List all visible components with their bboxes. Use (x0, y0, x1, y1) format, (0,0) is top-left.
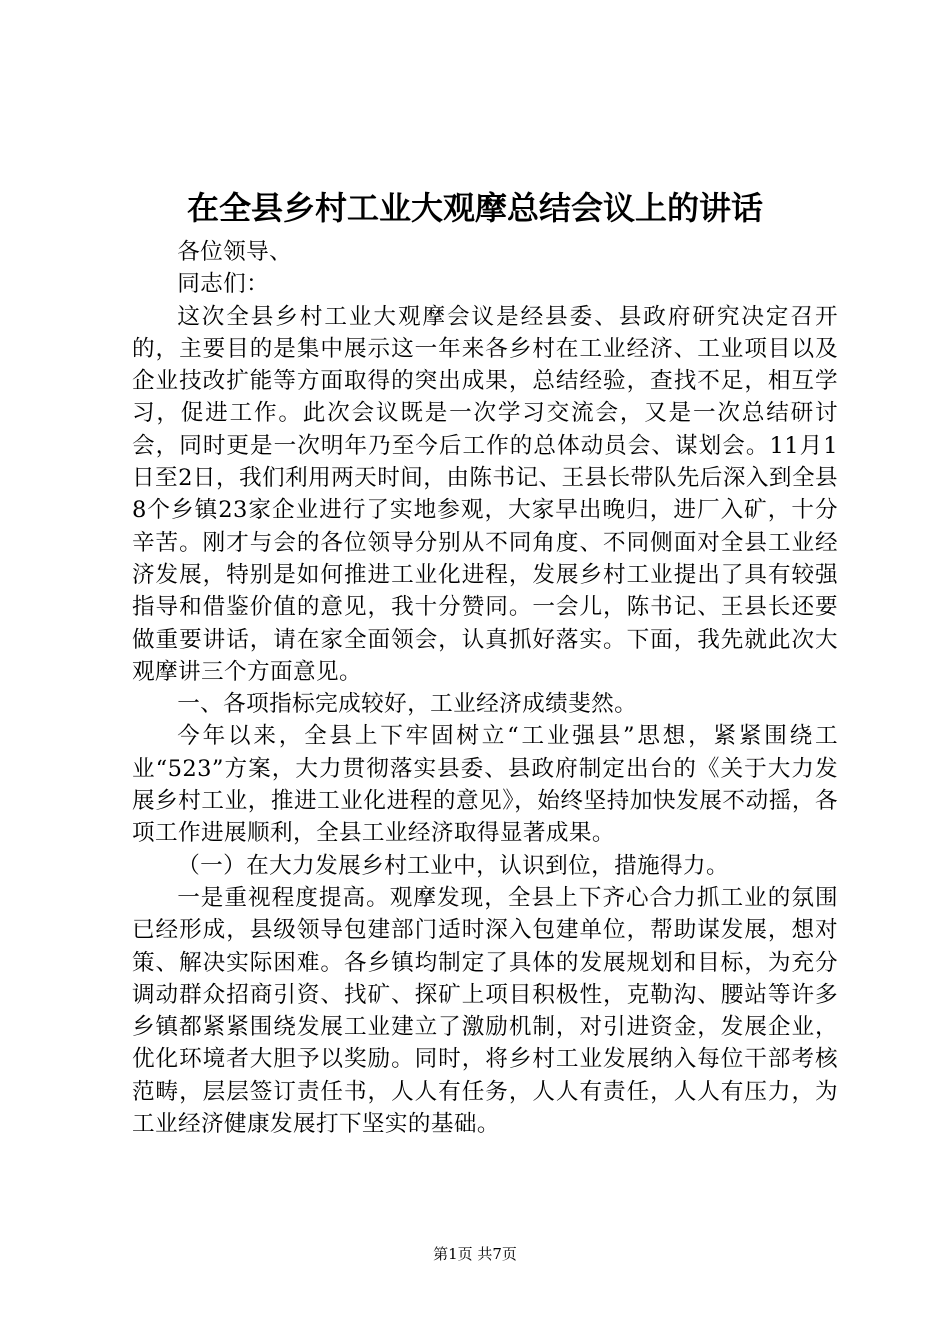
body-paragraph: 今年以来，全县上下牢固树立“工业强县”思想，紧紧围绕工业“523”方案，大力贯彻落实县委、县政府制定出台的《关于大力发展乡村工业，推进工业化进程的意见》，始终坚持加快发展不动摇，各项工作进展顺利，全县工业经济取得显著成果。 (132, 723, 838, 847)
subsection-heading: （一）在大力发展乡村工业中，认识到位，措施得力。 (177, 852, 730, 879)
salutation-line: 各位领导、 (177, 239, 293, 265)
document-body (132, 236, 838, 1140)
salutation-line: 同志们： (177, 271, 270, 298)
body-paragraph: 一是重视程度提高。观摩发现，全县上下齐心合力抓工业的氛围已经形成，县级领导包建部门适时深入包建单位，帮助谋发展，想对策、解决实际困难。各乡镇均制定了具体的发展规划和目标，为充分调动群众招商引资、找矿、探矿上项目积极性，克勒沟、腰站等许多乡镇都紧紧围绕发展工业建立了激励机制，对引进资金，发展企业，优化环境者大胆予以奖励。同时，将乡村工业发展纳入每位干部考核范畴，层层签订责任书，人人有任务，人人有责任，人人有压力，为工业经济健康发展打下坚实的基础。 (132, 884, 838, 1138)
body-paragraph: 这次全县乡村工业大观摩会议是经县委、县政府研究决定召开的，主要目的是集中展示这一年来各乡村在工业经济、工业项目以及企业技改扩能等方面取得的突出成果，总结经验，查找不足，相互学习，促进工作。此次会议既是一次学习交流会，又是一次总结研讨会，同时更是一次明年乃至今后工作的总体动员会、谋划会。11月1日至2日，我们利用两天时间，由陈书记、王县长带队先后深入到全县8个乡镇23家企业进行了实地参观，大家早出晚归，进厂入矿，十分辛苦。刚才与会的各位领导分别从不同角度、不同侧面对全县工业经济发展，特别是如何推进工业化进程，发展乡村工业提出了具有较强指导和借鉴价值的意见，我十分赞同。一会儿，陈书记、王县长还要做重要讲话，请在家全面领会，认真抓好落实。下面，我先就此次大观摩讲三个方面意见。 (132, 303, 838, 685)
section-heading: 一、各项指标完成较好，工业经济成绩斐然。 (177, 691, 638, 718)
document-title: 在全县乡村工业大观摩总结会议上的讲话 (186, 189, 763, 227)
page-footer: 第1页 共7页 (433, 1245, 517, 1263)
